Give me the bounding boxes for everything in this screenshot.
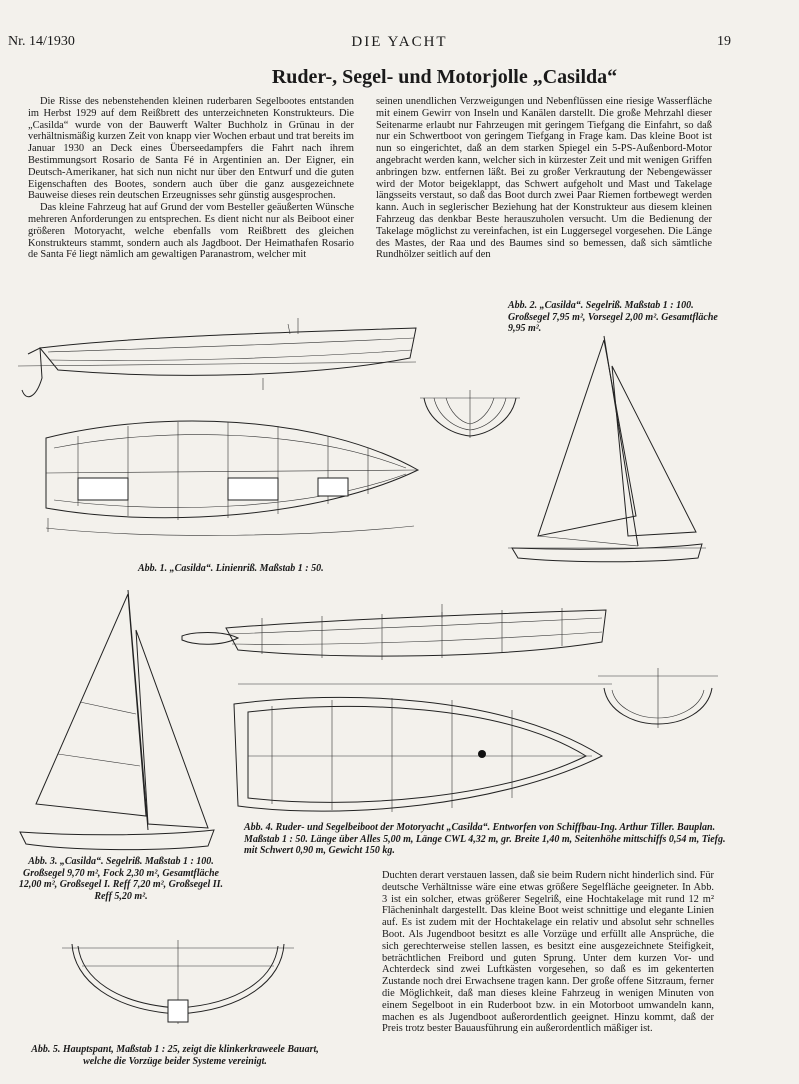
caption-abb1: Abb. 1. „Casilda“. Linienriß. Maßstab 1 : 50.: [138, 563, 324, 574]
page-number: 19: [717, 34, 731, 49]
paragraph: Die Risse des nebenstehenden kleinen ruderbaren Segelbootes entstanden im Herbst 1929 auf dem Reißbrett des unterzeichneten Konstrukteurs. Die „Casilda“ wurde von der Bauwerft Walter Buchholz in Grünau in der verhältnismäßig kurzen Zeit von knapp vier Wochen erbaut und trat bereits im Januar 1930 an Deck eines Überseedampfers die Fahrt nach ihrem Bestimmungsort Rosario de Santa Fé in Argentinien an. Der Eigner, ein Deutsch-Amerikaner, hat sich nun nicht nur über den Entwurf und die guten Eigenschaften des Bootes, sondern auch über die ganz ausgezeichnete Bauweise dieses rein deutschen Erzeugnisses sehr günstig ausgesprochen.: [28, 96, 354, 202]
section-drawing-right: [598, 668, 720, 730]
caption-abb4: Abb. 4. Ruder- und Segelbeiboot der Motoryacht „Casilda“. Entworfen von Schiffbau-Ing. Arthur Tiller. Bauplan. Maßstab 1 : 50. Länge über Alles 5,00 m, Länge CWL 4,32 m, gr. Breite 1,40 m, Seitenhöhe mittschiffs 0,54 m, Tiefg. mit Schwert 0,90 m, Gewicht 150 kg.: [244, 822, 726, 856]
lines-plan-drawing: [18, 318, 418, 558]
text-column-2: [376, 96, 712, 261]
paragraph: seinen unendlichen Verzweigungen und Nebenflüssen eine riesige Wasserfläche mit einem Gewirr von Inseln und Kanälen darstellt. Die große Mehrzahl dieser Seitenarme erlaubt nur Fahrzeugen mit geringem Tiefgang die Einfahrt, so daß nur ein Schwertboot von geringem Tiefgang in Frage kam. Das kleine Boot ist nun so eingerichtet, daß an dem starken Spiegel ein 5-PS-Außenbord-Motor angebracht werden kann, welcher sich in kürzester Zeit und mit wenigen Griffen anbringen bzw. entfernen läßt. Bei zu großer Verkrautung der Nebengewässer wird der Motor beigeklappt, das Schwert aufgeholt und Mast und Takelage längsseits verstaut, so daß das Boot durch zwei Paar Riemen fortbewegt werden kann. Auch in seglerischer Beziehung hat der Konstrukteur aus diesem kleinen Fahrzeug das denkbar Beste herauszuholen versucht. Um die Bedienung der Takelage möglichst zu vereinfachen, ist ein Luggersegel vorgesehen. Die Länge des Mastes, der Raa und des Baumes sind so bemessen, daß sich sämtliche Rundhölzer seitlich auf den: [376, 96, 712, 261]
sail-plan-abb3: [18, 590, 218, 852]
main-frame-drawing: [62, 940, 294, 1026]
caption-abb3: Abb. 3. „Casilda“. Segelriß. Maßstab 1 : 100. Großsegel 9,70 m², Fock 2,30 m², Gesamtfläche 12,00 m², Großsegel I. Reff 7,20 m², Großsegel II. Reff 5,20 m².: [18, 856, 224, 902]
text-column-1: [28, 96, 354, 261]
paragraph: Das kleine Fahrzeug hat auf Grund der vom Besteller geäußerten Wünsche mehreren Anforderungen zu entsprechen. Es dient nicht nur als Beiboot einer größeren Motoryacht, welche ebenfalls vom Reißbrett des gleichen Konstrukteurs stammt, sondern auch als Jagdboot. Der Heimathafen Rosario de Santa Fé liegt nämlich am gewaltigen Paranastrom, welcher mit: [28, 202, 354, 261]
caption-abb2: Abb. 2. „Casilda“. Segelriß. Maßstab 1 : 100. Großsegel 7,95 m², Vorsegel 2,00 m². Gesamtfläche 9,95 m².: [508, 300, 718, 334]
text-column-3: [382, 870, 714, 1035]
paragraph: Duchten derart verstauen lassen, daß sie beim Rudern nicht hinderlich sind. Für deutsche Verhältnisse wäre eine etwas größere Segelfläche geeigneter. In Abb. 3 ist ein solcher, etwas größerer Segelriß, eine Hochtakelage mit rund 12 m² Flächeninhalt dargestellt. Das kleine Boot weist schnittige und elegante Linien auf. Es ist zudem mit der Hochtakelage ein relativ und absolut sehr schnelles Boot. Als Jugendboot besitzt es alle Vorzüge und erfüllt alle Ansprüche, die sich gerechterweise stellen lassen, es besitzt eine ausgezeichnete Steifigkeit, beträchtlichen Freibord und guten Sprung. Unter dem kurzen Vor- und Achterdeck sind zwei Luftkästen vorgesehen, so daß es im gekenterten Zustande noch drei Erwachsene tragen kann. Der große offene Sitzraum, ferner die Möglichkeit, daß man dieses kleine Fahrzeug in wenigen Minuten von einem Segelboot in ein Ruderboot bzw. in ein Motorboot umwandeln kann, machen es als Jugendboot außerordentlich geeignet. Hinzu kommt, daß der Preis trotz bester Bauausführung ein außerordentlich mäßiger ist.: [382, 870, 714, 1035]
body-plan-drawing: [420, 390, 520, 440]
issue-number: Nr. 14/1930: [8, 34, 75, 49]
article-title: Ruder-, Segel- und Motorjolle „Casilda“: [271, 66, 618, 88]
magazine-name: DIE YACHT: [351, 34, 448, 50]
construction-plan-drawing: [182, 606, 614, 820]
caption-abb5: Abb. 5. Hauptspant, Maßstab 1 : 25, zeigt die klinkerkraweele Bauart, welche die Vorzüge beider Systeme vereinigt.: [31, 1044, 319, 1067]
sail-plan-abb2: [508, 336, 708, 566]
